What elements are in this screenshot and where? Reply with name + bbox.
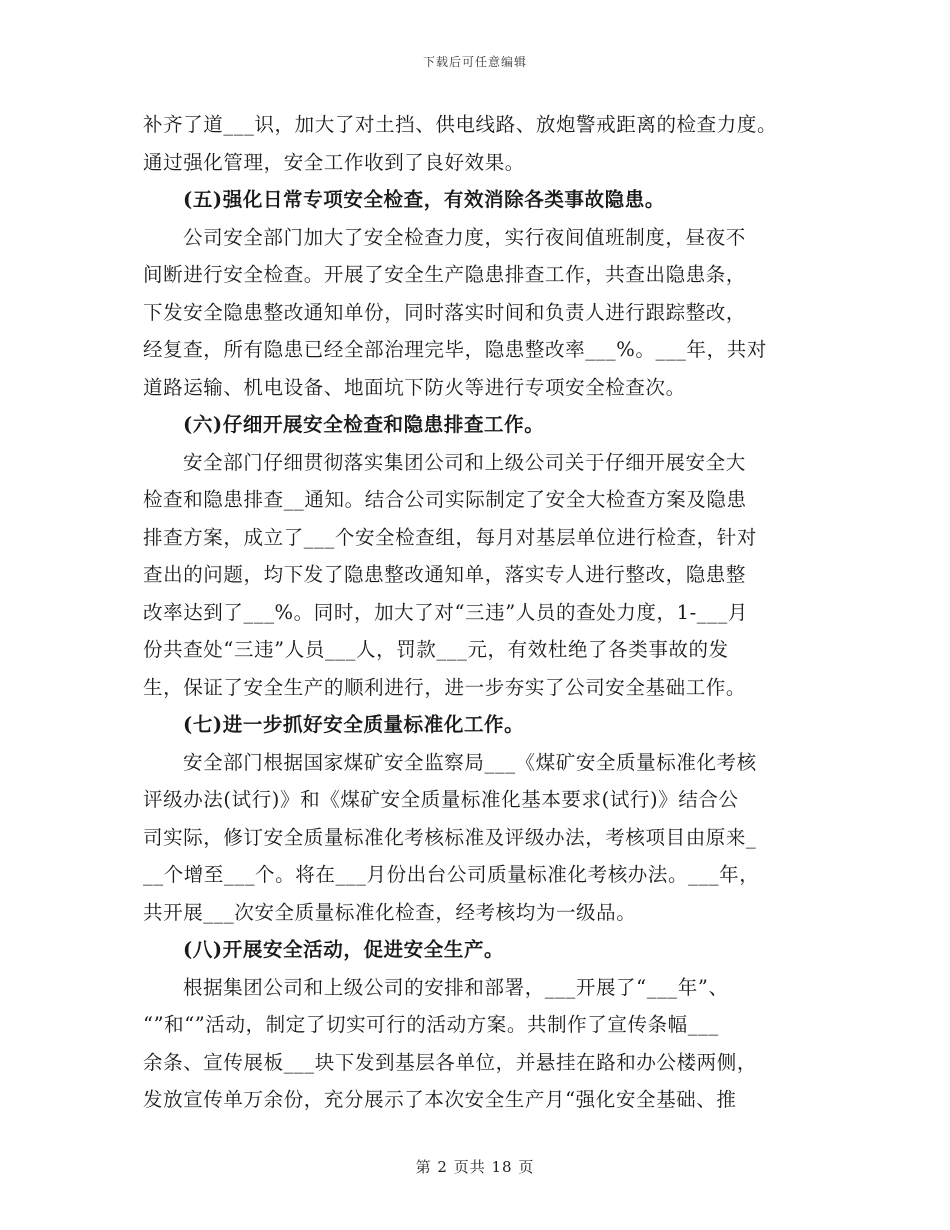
section-heading: (六)仔细开展安全检查和隐患排查工作。: [183, 413, 545, 436]
paragraph-line: 检查和隐患排查__通知。结合公司实际制定了安全大检查方案及隐患: [143, 488, 747, 511]
section-heading: (五)强化日常专项安全检查，有效消除各类事故隐患。: [183, 188, 665, 211]
paragraph-line: 公司安全部门加大了安全检查力度，实行夜间值班制度，昼夜不: [183, 225, 746, 249]
page-header: 下载后可任意编辑: [422, 55, 527, 69]
paragraph-line: 余条、宣传展板___块下发到基层各单位，并悬挂在路和办公楼两侧，: [143, 1050, 757, 1074]
paragraph-line: 改率达到了___%。同时，加大了对“三违”人员的查处力度，1-___月: [143, 600, 748, 624]
paragraph-line: 共开展___次安全质量标准化检查，经考核均为一级品。: [143, 900, 637, 924]
paragraph-line: 安全部门仔细贯彻落实集团公司和上级公司关于仔细开展安全大: [183, 450, 746, 474]
paragraph-line: 通过强化管理，安全工作收到了良好效果。: [143, 150, 525, 174]
paragraph-line: 安全部门根据国家煤矿安全监察局___《煤矿安全质量标准化考核: [183, 750, 757, 774]
paragraph-line: 评级办法(试行)》和《煤矿安全质量标准化基本要求(试行)》结合公: [143, 788, 739, 811]
page-footer: 第 2 页共 18 页: [415, 1158, 535, 1176]
paragraph-line: 发放宣传单万余份，充分展示了本次安全生产月“强化安全基础、推: [143, 1088, 737, 1111]
paragraph-line: __个增至___个。将在___月份出台公司质量标准化考核办法。___年，: [143, 863, 760, 886]
paragraph-line: 排查方案，成立了___个安全检查组，每月对基层单位进行检查，针对: [143, 525, 757, 549]
paragraph-line: “”和“”活动，制定了切实可行的活动方案。共制作了宣传条幅___: [143, 1013, 719, 1036]
paragraph-line: 间断进行安全检查。开展了安全生产隐患排查工作，共查出隐患条，: [143, 263, 747, 286]
paragraph-line: 经复查，所有隐患已经全部治理完毕，隐患整改率___%。___年，共对: [143, 338, 767, 361]
section-heading: (七)进一步抓好安全质量标准化工作。: [183, 713, 525, 736]
paragraph-line: 查出的问题，均下发了隐患整改通知单，落实专人进行整改，隐患整: [143, 563, 747, 586]
paragraph-line: 司实际，修订安全质量标准化考核标准及评级办法，考核项目由原来_: [143, 825, 757, 849]
paragraph-line: 道路运输、机电设备、地面坑下防火等进行专项安全检查次。: [143, 375, 686, 399]
paragraph-line: 份共查处“三违”人员___人，罚款___元，有效杜绝了各类事故的发: [143, 638, 729, 661]
section-heading: (八)开展安全活动，促进安全生产。: [183, 938, 505, 961]
paragraph-line: 生，保证了安全生产的顺利进行，进一步夯实了公司安全基础工作。: [143, 675, 747, 699]
paragraph-line: 补齐了道___识，加大了对土挡、供电线路、放炮警戒距离的检查力度。: [143, 113, 778, 136]
document-body: [143, 106, 815, 1119]
paragraph-line: 根据集团公司和上级公司的安排和部署，___开展了“___年”、: [183, 975, 729, 999]
paragraph-line: 下发安全隐患整改通知单份，同时落实时间和负责人进行跟踪整改，: [143, 300, 747, 324]
